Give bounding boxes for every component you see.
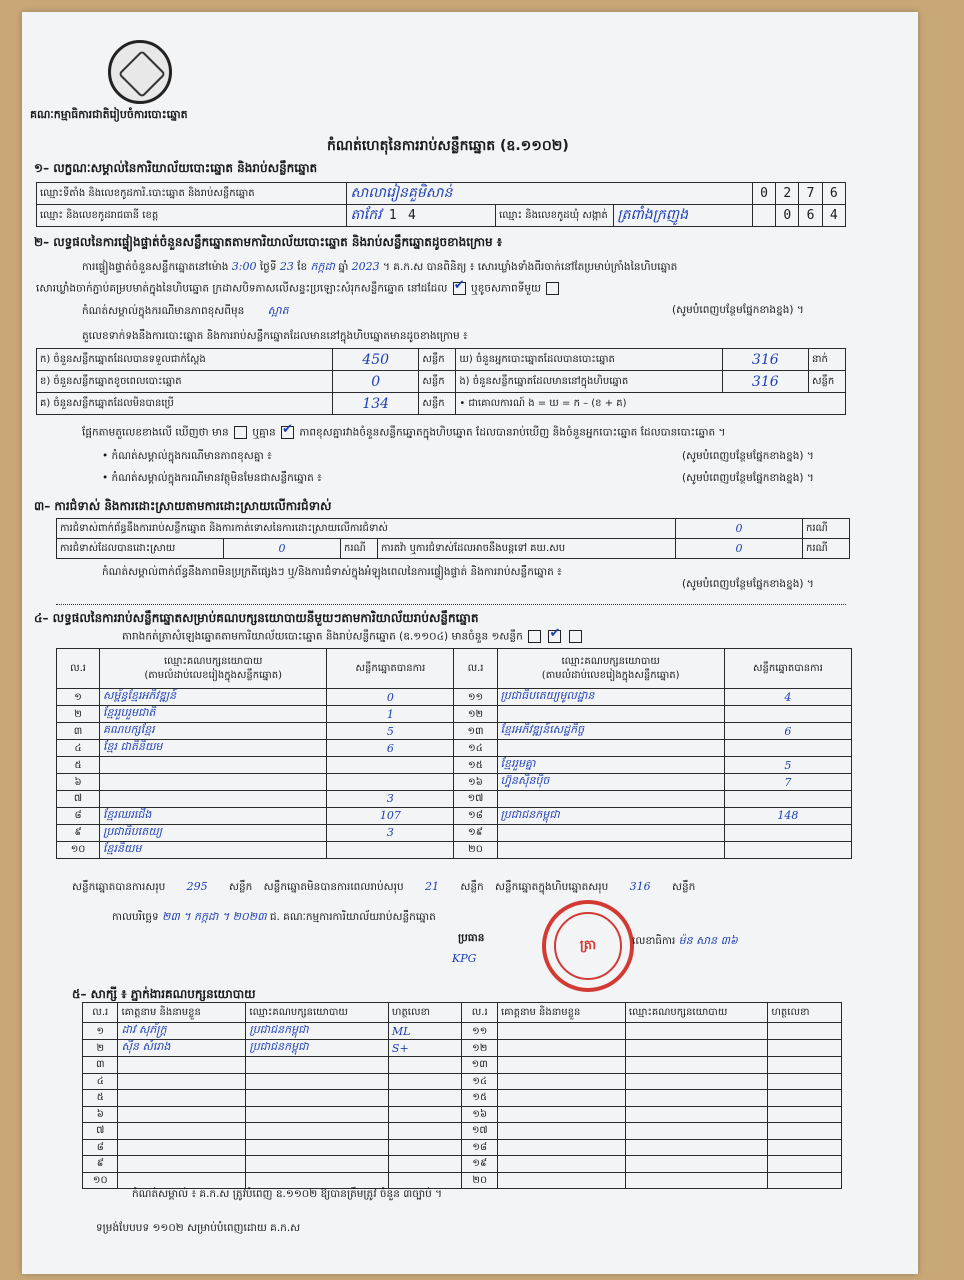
row-number: ៧ bbox=[83, 1123, 118, 1140]
ballot-figures-table bbox=[36, 348, 846, 415]
witness-name bbox=[118, 1139, 246, 1156]
row-number: ១៧ bbox=[454, 791, 497, 808]
witness-name: ស៊ីន សំរោង bbox=[118, 1040, 246, 1057]
unit-label: សន្លឹក bbox=[419, 371, 456, 393]
row-number: ១៥ bbox=[454, 757, 497, 774]
witness-party bbox=[246, 1172, 389, 1189]
row-number: ១០ bbox=[83, 1172, 118, 1189]
row-number: ១៣ bbox=[454, 723, 497, 740]
mismatch-none-label: ឬគ្មាន bbox=[252, 426, 276, 439]
received-value: 450 bbox=[362, 351, 390, 368]
party-name: សម្ព័ន្ធខ្មែរអភិវឌ្ឍន៍ bbox=[100, 689, 327, 706]
secretary-signature: ម៉ន សាន ៣៦ bbox=[678, 934, 738, 947]
sheet-two-checkbox[interactable] bbox=[548, 630, 561, 643]
witness-name bbox=[497, 1057, 625, 1074]
party-name: ប្រជាធិបតេយ្យ bbox=[100, 824, 327, 841]
verify-month-label: ខែ bbox=[297, 261, 308, 273]
section2-heading: ២– លទ្ធផលនៃការផ្ទៀងផ្ទាត់ចំនួនសន្លឹកឆ្នោតតាមការិយាល័យបោះឆ្នោត និងរាប់សន្លឹកឆ្នោតដូចខាងក្រោម ៖ bbox=[34, 235, 503, 249]
party-name: ខ្មែរអភិវឌ្ឍន៍សេដ្ឋកិច្ច bbox=[497, 723, 724, 740]
seal-text: សោរឃ្លាំងចាក់ភ្ជាប់គម្របមាត់ក្នុងនៃហិបឆ្នោត ក្រដាសបិទភាសលើសន្ទះប្រឡោះសំរុកសន្លឹកឆ្នោត នៅដដែល bbox=[36, 282, 448, 295]
vote-count bbox=[724, 740, 851, 757]
row-number: ៨ bbox=[57, 807, 100, 824]
col-votes: សន្លឹកឆ្នោតបានការ bbox=[724, 649, 851, 689]
party-name: ខ្មែរឈរជើង bbox=[100, 807, 327, 824]
section1-heading: ១– លក្ខណៈសម្គាល់នៃការិយាល័យបោះឆ្នោត និងរាប់សន្លឹកឆ្នោត bbox=[34, 161, 318, 175]
mismatch-text: ភាពខុសគ្នារវាងចំនួនសន្លឹកឆ្នោតក្នុងហិបឆ្នោត ដែលបានរាប់ឃើញ និងចំនួនអ្នកបោះឆ្នោត ដែលបានបោះឆ្នោត ។ bbox=[299, 426, 726, 439]
case-unit: ករណី bbox=[803, 519, 850, 539]
witness-signature bbox=[388, 1123, 462, 1140]
witness-signature bbox=[768, 1057, 842, 1074]
stamp-text: ត្រា bbox=[579, 937, 597, 953]
table-row bbox=[57, 740, 852, 757]
witness-table bbox=[82, 1002, 842, 1189]
witness-signature bbox=[768, 1090, 842, 1107]
unit-label: សន្លឹក bbox=[809, 371, 846, 393]
form-title: កំណត់ហេតុនៃការរាប់សន្លឹកឆ្នោត (ឧ.១១០២) bbox=[327, 138, 569, 154]
row-number: ១៣ bbox=[462, 1057, 497, 1074]
witness-name bbox=[497, 1090, 625, 1107]
col-party-sub: (តាមលំដាប់លេខរៀងក្នុងសន្លឹកឆ្នោត) bbox=[541, 669, 680, 681]
row-number: ១២ bbox=[462, 1040, 497, 1057]
witness-signature bbox=[768, 1023, 842, 1040]
witness-signature bbox=[768, 1106, 842, 1123]
vote-count-table bbox=[56, 648, 852, 859]
unit-label: សន្លឹក bbox=[419, 349, 456, 371]
commune-label: ឈ្មោះ និងលេខកូដឃុំ សង្កាត់ bbox=[496, 205, 614, 227]
party-name bbox=[497, 841, 724, 858]
spoiled-value: 0 bbox=[371, 373, 381, 390]
case-unit: ករណី bbox=[341, 539, 378, 559]
witness-party bbox=[625, 1057, 768, 1074]
vote-count: 4 bbox=[724, 689, 851, 706]
province-code-digit: 1 bbox=[388, 208, 397, 223]
mismatch-line bbox=[82, 426, 725, 442]
complaints-label: ការជំទាស់ពាក់ព័ន្ធនឹងការរាប់សន្លឹកឆ្នោត និងការកាត់ទោសនៃការដោះស្រាយលើការជំទាស់ bbox=[57, 519, 676, 539]
witness-name bbox=[118, 1090, 246, 1107]
mismatch-note: • កំណត់សម្គាល់ក្នុងករណីមានភាពខុសគ្នា ៖ bbox=[102, 450, 272, 462]
party-name bbox=[100, 791, 327, 808]
table-row bbox=[57, 757, 852, 774]
witness-name bbox=[497, 1040, 625, 1057]
witness-party: ប្រជាជនកម្ពុជា bbox=[246, 1040, 389, 1057]
col-name: គោត្តនាម និងនាមខ្លួន bbox=[118, 1003, 246, 1023]
verify-day-label: ថ្ងៃទី bbox=[259, 261, 277, 273]
witness-signature bbox=[768, 1172, 842, 1189]
col-party-title: ឈ្មោះគណបក្សនយោបាយ bbox=[561, 655, 660, 667]
party-name bbox=[100, 774, 327, 791]
section5-heading: ៥– សាក្សី ៖ ភ្នាក់ងារគណបក្សនយោបាយ bbox=[72, 987, 256, 1001]
party-name bbox=[497, 740, 724, 757]
fill-hint: (សូមបំពេញបន្ថែមផ្នែកខាងខ្នង) ។ bbox=[682, 472, 814, 484]
witness-name bbox=[497, 1073, 625, 1090]
col-party: ឈ្មោះគណបក្សនយោបាយ bbox=[246, 1003, 389, 1023]
irregularity-note: កំណត់សម្គាល់ពាក់ព័ន្ធនឹងភាពមិនប្រក្រតីផ្សេងៗ ឬ/និងការជំទាស់ក្នុងអំឡុងពេលនៃការផ្ទៀងផ្ទាត់ និងការរាប់សន្លឹកឆ្នោត ៖ bbox=[102, 566, 562, 578]
fill-hint: (សូមបំពេញបន្ថែមផ្នែកខាងខ្នង) ។ bbox=[682, 450, 814, 462]
sheet-unit: សន្លឹក bbox=[460, 881, 484, 893]
complaints-table bbox=[56, 518, 850, 559]
col-sign: ហត្ថលេខា bbox=[768, 1003, 842, 1023]
verify-year-label: ឆ្នាំ bbox=[338, 261, 349, 273]
party-name bbox=[497, 791, 724, 808]
col-party bbox=[497, 649, 724, 689]
witness-signature bbox=[388, 1073, 462, 1090]
table-row bbox=[83, 1057, 842, 1074]
province-value: តាកែវ bbox=[350, 207, 382, 223]
verify-time-label: ការផ្ទៀងផ្ទាត់ចំនួនសន្លឹកឆ្នោតនៅម៉ោង bbox=[82, 261, 229, 273]
total-valid-label: សន្លឹកឆ្នោតបានការសរុប bbox=[72, 881, 166, 893]
row-number: ១១ bbox=[454, 689, 497, 706]
table-row bbox=[83, 1172, 842, 1189]
col-sign: ហត្ថលេខា bbox=[388, 1003, 462, 1023]
in-box-label: ង) ចំនួនសន្លឹកឆ្នោតដែលមាននៅក្នុងហិបឆ្នោត bbox=[456, 371, 722, 393]
col-party-sub: (តាមលំដាប់លេខរៀងក្នុងសន្លឹកឆ្នោត) bbox=[144, 669, 283, 681]
official-stamp bbox=[542, 900, 634, 992]
witness-name: ដាវ សុភ័ក្ត្រ bbox=[118, 1023, 246, 1040]
witness-party bbox=[625, 1106, 768, 1123]
total-invalid-label: សន្លឹកឆ្នោតមិនបានការពេលរាប់សរុប bbox=[263, 881, 404, 893]
row-number: ១៦ bbox=[462, 1106, 497, 1123]
row-number: ៩ bbox=[57, 824, 100, 841]
date-value: ២៣ ។ កក្កដា ។ ២០២៣ bbox=[162, 910, 267, 923]
witness-signature: S+ bbox=[388, 1040, 462, 1057]
party-name bbox=[100, 757, 327, 774]
seal-line bbox=[36, 282, 561, 298]
witness-name bbox=[118, 1123, 246, 1140]
party-name: ប្រជាជនកម្ពុជា bbox=[497, 807, 724, 824]
witness-party bbox=[625, 1023, 768, 1040]
formula: • ជាគោលការណ៍ ង = ឃ = ក – (ខ + គ) bbox=[456, 393, 846, 415]
table-row bbox=[83, 1090, 842, 1107]
verify-month: កក្កដា bbox=[310, 260, 335, 273]
party-name: ខ្មែររួមគ្នា bbox=[497, 757, 724, 774]
vote-count bbox=[724, 824, 851, 841]
table-row bbox=[57, 841, 852, 858]
table-row bbox=[57, 689, 852, 706]
party-name bbox=[497, 824, 724, 841]
witness-party: ប្រជាជនកម្ពុជា bbox=[246, 1023, 389, 1040]
footer-note: កំណត់សម្គាល់ ៖ គ.ក.ស ត្រូវបំពេញ ឧ.១១០២ ឱ្យបានត្រឹមត្រូវ ចំនួន ៣ច្បាប់ ។ bbox=[132, 1188, 443, 1200]
verify-time: 3:00 bbox=[231, 260, 257, 273]
vote-count: 6 bbox=[327, 740, 454, 757]
witness-name bbox=[118, 1172, 246, 1189]
case-unit: ករណី bbox=[803, 539, 850, 559]
secretary-line bbox=[632, 934, 738, 950]
col-votes: សន្លឹកឆ្នោតបានការ bbox=[327, 649, 454, 689]
form-footer: ទម្រង់បែបបទ ១១០២ សម្រាប់បំពេញដោយ គ.ក.ស bbox=[96, 1222, 301, 1234]
witness-signature bbox=[768, 1156, 842, 1173]
vote-count bbox=[327, 757, 454, 774]
col-party: ឈ្មោះគណបក្សនយោបាយ bbox=[625, 1003, 768, 1023]
unit-label: សន្លឹក bbox=[419, 393, 456, 415]
witness-name bbox=[497, 1139, 625, 1156]
chair-label: ប្រធាន bbox=[458, 932, 485, 944]
col-no: ល.រ bbox=[83, 1003, 118, 1023]
row-number: ១៨ bbox=[462, 1139, 497, 1156]
party-name: គណបក្សខ្មែរ bbox=[100, 723, 327, 740]
unused-value: 134 bbox=[362, 395, 390, 412]
witness-signature bbox=[768, 1139, 842, 1156]
seal-note-label: កំណត់សម្គាល់ក្នុងករណីមានភាពខុសពីមុន bbox=[82, 305, 245, 317]
party-name: ខ្មែរនិយម bbox=[100, 841, 327, 858]
witness-party bbox=[625, 1156, 768, 1173]
witness-signature bbox=[388, 1172, 462, 1189]
witness-name bbox=[118, 1156, 246, 1173]
escalated-label: ការតវ៉ា ឬការជំទាស់ដែលអាចនឹងបន្តទៅ គឃ.សប bbox=[378, 539, 676, 559]
witness-party bbox=[625, 1172, 768, 1189]
party-name: ហ្វ៊ុនស៊ិនប៉ិច bbox=[497, 774, 724, 791]
col-no: ល.រ bbox=[454, 649, 497, 689]
seal-note-value: ស្អាត bbox=[267, 304, 289, 317]
seal-damaged-checkbox[interactable] bbox=[546, 282, 559, 295]
form-page bbox=[22, 12, 918, 1274]
location-code-digit: 6 bbox=[822, 183, 845, 205]
col-no: ល.រ bbox=[462, 1003, 497, 1023]
vote-count bbox=[327, 774, 454, 791]
col-no: ល.រ bbox=[57, 649, 100, 689]
witness-name bbox=[118, 1073, 246, 1090]
fill-hint: (សូមបំពេញបន្ថែមផ្នែកខាងខ្នង) ។ bbox=[672, 304, 804, 316]
seal-note-line bbox=[82, 304, 289, 320]
row-number: ១៧ bbox=[462, 1123, 497, 1140]
witness-signature bbox=[388, 1057, 462, 1074]
row-number: ២០ bbox=[462, 1172, 497, 1189]
row-number: ៣ bbox=[83, 1057, 118, 1074]
commune-value: ត្រពាំងក្រញូង bbox=[617, 207, 688, 223]
table-row bbox=[83, 1139, 842, 1156]
figures-intro: តួលេខទាក់ទងនឹងការបោះឆ្នោត និងការរាប់សន្លឹកឆ្នោតដែលមាននៅក្នុងហិបឆ្នោតមានដូចខាងក្រោម ៖ bbox=[82, 330, 468, 342]
row-number: ៦ bbox=[57, 774, 100, 791]
in-box-value: 316 bbox=[751, 373, 779, 390]
table-row bbox=[83, 1123, 842, 1140]
total-box-label: សន្លឹកឆ្នោតក្នុងហិបឆ្នោតសរុប bbox=[495, 881, 609, 893]
mismatch-yes-checkbox[interactable] bbox=[234, 426, 247, 439]
seal-intact-checkbox[interactable] bbox=[453, 282, 466, 295]
row-number: ២ bbox=[83, 1040, 118, 1057]
verify-line-end: ។ គ.ក.ស បានពិនិត្យ ៖ សោរឃ្លាំងទាំងពីរចាក់នៅតែប្រមាប់ក្រាំងនៃហិបឆ្នោត bbox=[383, 261, 678, 273]
witness-party bbox=[246, 1057, 389, 1074]
row-number: ១៤ bbox=[454, 740, 497, 757]
table-row bbox=[57, 807, 852, 824]
witness-party bbox=[246, 1073, 389, 1090]
vote-count bbox=[724, 841, 851, 858]
vote-count bbox=[724, 791, 851, 808]
table-row bbox=[83, 1040, 842, 1057]
table-row bbox=[57, 723, 852, 740]
row-number: ១៦ bbox=[454, 774, 497, 791]
vote-count: 6 bbox=[724, 723, 851, 740]
row-number: ១៩ bbox=[454, 824, 497, 841]
dotted-line bbox=[56, 604, 846, 605]
commune-code-digit: 4 bbox=[822, 205, 845, 227]
secretary-label: លេខាធិការ bbox=[632, 935, 676, 947]
witness-party bbox=[246, 1090, 389, 1107]
total-invalid-value: 21 bbox=[424, 880, 439, 893]
row-number: ១ bbox=[57, 689, 100, 706]
witness-signature: ML bbox=[388, 1023, 462, 1040]
witness-signature bbox=[768, 1040, 842, 1057]
witness-name bbox=[497, 1123, 625, 1140]
vote-sheet-line bbox=[122, 630, 584, 646]
witness-party bbox=[625, 1040, 768, 1057]
table-row bbox=[83, 1106, 842, 1123]
date-line bbox=[112, 910, 436, 926]
table-row bbox=[57, 706, 852, 723]
vote-count bbox=[327, 841, 454, 858]
col-name: គោត្តនាម និងនាមខ្លួន bbox=[497, 1003, 625, 1023]
witness-name bbox=[118, 1057, 246, 1074]
province-label: ឈ្មោះ និងលេខកូដរាជធានី ខេត្ត bbox=[37, 205, 347, 227]
committee-label: ជ. គណៈកម្មការការិយាល័យរាប់សន្លឹកឆ្នោត bbox=[269, 911, 436, 923]
witness-party bbox=[246, 1106, 389, 1123]
row-number: ៤ bbox=[57, 740, 100, 757]
mismatch-label: ផ្អែកតាមតួលេខខាងលើ ឃើញថា មាន bbox=[82, 426, 229, 439]
witness-party bbox=[246, 1139, 389, 1156]
table-row bbox=[83, 1023, 842, 1040]
witness-party bbox=[625, 1090, 768, 1107]
vote-count: 1 bbox=[327, 706, 454, 723]
fill-hint: (សូមបំពេញបន្ថែមផ្នែកខាងខ្នង) ។ bbox=[682, 578, 814, 590]
resolved-label: ការជំទាស់ដែលបានដោះស្រាយ bbox=[57, 539, 224, 559]
commune-code-digit: 0 bbox=[776, 205, 799, 227]
location-table bbox=[36, 182, 846, 227]
row-number: ១៤ bbox=[462, 1073, 497, 1090]
sheet-unit: សន្លឹក bbox=[229, 881, 253, 893]
spoiled-label: ខ) ចំនួនសន្លឹកឆ្នោតខូចពេលបោះឆ្នោត bbox=[37, 371, 333, 393]
vote-count: 3 bbox=[327, 791, 454, 808]
table-row bbox=[57, 824, 852, 841]
nec-logo bbox=[108, 40, 172, 104]
row-number: ១០ bbox=[57, 841, 100, 858]
witness-signature bbox=[768, 1073, 842, 1090]
vote-count: 107 bbox=[327, 807, 454, 824]
total-box-value: 316 bbox=[629, 880, 651, 893]
witness-name bbox=[497, 1172, 625, 1189]
witness-name bbox=[497, 1106, 625, 1123]
witness-party bbox=[246, 1156, 389, 1173]
witness-name bbox=[118, 1106, 246, 1123]
chair-signature: KPG bbox=[452, 952, 477, 965]
witness-signature bbox=[388, 1106, 462, 1123]
row-number: ១ bbox=[83, 1023, 118, 1040]
table-row bbox=[83, 1073, 842, 1090]
row-number: ៨ bbox=[83, 1139, 118, 1156]
witness-party bbox=[625, 1139, 768, 1156]
location-code-digit: 7 bbox=[799, 183, 822, 205]
vote-count: 0 bbox=[327, 689, 454, 706]
row-number: ២ bbox=[57, 706, 100, 723]
witness-signature bbox=[388, 1139, 462, 1156]
witness-signature bbox=[388, 1156, 462, 1173]
witness-party bbox=[246, 1123, 389, 1140]
row-number: ២០ bbox=[454, 841, 497, 858]
province-code-digit: 4 bbox=[408, 208, 416, 223]
vote-count: 7 bbox=[724, 774, 851, 791]
row-number: ១២ bbox=[454, 706, 497, 723]
voters-value: 316 bbox=[751, 351, 779, 368]
complaints-value: 0 bbox=[735, 522, 743, 535]
vote-rows bbox=[57, 689, 852, 859]
section4-heading: ៤– លទ្ធផលនៃការរាប់សន្លឹកឆ្នោតសម្រាប់គណបក្សនយោបាយនីមួយៗតាមការិយាល័យរាប់សន្លឹកឆ្នោត bbox=[34, 611, 479, 625]
escalated-value: 0 bbox=[735, 542, 743, 555]
vote-count bbox=[724, 706, 851, 723]
resolved-value: 0 bbox=[278, 542, 286, 555]
col-party bbox=[100, 649, 327, 689]
row-number: ១៥ bbox=[462, 1090, 497, 1107]
row-number: ៧ bbox=[57, 791, 100, 808]
row-number: ១៨ bbox=[454, 807, 497, 824]
row-number: ១១ bbox=[462, 1023, 497, 1040]
location-code-digit: 2 bbox=[776, 183, 799, 205]
witness-signature bbox=[388, 1090, 462, 1107]
unused-label: គ) ចំនួនសន្លឹកឆ្នោតដែលមិនបានប្រើ bbox=[37, 393, 333, 415]
location-label: ឈ្មោះទីតាំង និងលេខកូដការិ.បោះឆ្នោត និងរាប់សន្លឹកឆ្នោត bbox=[37, 183, 347, 205]
unit-person-label: នាក់ bbox=[809, 349, 846, 371]
party-name: ប្រជាធិបតេយ្យមូលដ្ឋាន bbox=[497, 689, 724, 706]
table-row bbox=[57, 791, 852, 808]
vote-sheet-text: តារាងកត់ត្រាសំឡេងឆ្នោតតាមការិយាល័យបោះឆ្នោត និងរាប់សន្លឹកឆ្នោត (ឧ.១១០៤) មានចំនួន ១សន្លឹក bbox=[122, 630, 523, 643]
total-valid-value: 295 bbox=[186, 880, 208, 893]
witness-name bbox=[497, 1156, 625, 1173]
vote-count: 3 bbox=[327, 824, 454, 841]
party-name bbox=[497, 706, 724, 723]
vote-count: 5 bbox=[327, 723, 454, 740]
mismatch-none-checkbox[interactable] bbox=[281, 426, 294, 439]
witness-party bbox=[625, 1123, 768, 1140]
vote-count: 148 bbox=[724, 807, 851, 824]
row-number: ៥ bbox=[57, 757, 100, 774]
col-party-title: ឈ្មោះគណបក្សនយោបាយ bbox=[163, 655, 263, 667]
table-row bbox=[83, 1156, 842, 1173]
row-number: ៦ bbox=[83, 1106, 118, 1123]
row-number: ៥ bbox=[83, 1090, 118, 1107]
location-code-digit: 0 bbox=[752, 183, 775, 205]
row-number: ៣ bbox=[57, 723, 100, 740]
party-name: ខ្មែរ ជាតិនិយម bbox=[100, 740, 327, 757]
verify-year: 2023 bbox=[351, 260, 380, 273]
witness-party bbox=[625, 1073, 768, 1090]
location-value: សាលារៀនគួមិសាន់ bbox=[350, 185, 453, 201]
org-name: គណៈកម្មាធិការជាតិរៀបចំការបោះឆ្នោត bbox=[30, 108, 188, 121]
row-number: ៩ bbox=[83, 1156, 118, 1173]
row-number: ៤ bbox=[83, 1073, 118, 1090]
row-number: ១៩ bbox=[462, 1156, 497, 1173]
sheet-unit: សន្លឹក bbox=[672, 881, 696, 893]
sheet-three-checkbox[interactable] bbox=[569, 630, 582, 643]
sheet-one-checkbox[interactable] bbox=[528, 630, 541, 643]
commune-code-digit: 6 bbox=[799, 205, 822, 227]
date-label: កាលបរិច្ឆេទ bbox=[112, 911, 159, 923]
verify-line bbox=[82, 260, 677, 276]
witness-name bbox=[497, 1023, 625, 1040]
section3-heading: ៣– ការជំទាស់ និងការដោះស្រាយតាមការដោះស្រាយលើការជំទាស់ bbox=[34, 499, 332, 513]
seal-damaged-label: ឬខូចសភាពទីមួយ bbox=[471, 282, 542, 295]
vote-count: 5 bbox=[724, 757, 851, 774]
totals-line bbox=[72, 880, 695, 896]
voters-label: ឃ) ចំនួនអ្នកបោះឆ្នោតដែលបានបោះឆ្នោត bbox=[456, 349, 722, 371]
table-row bbox=[57, 774, 852, 791]
foreign-object-note: • កំណត់សម្គាល់ក្នុងករណីមានវត្ថុមិនមែនជាសន្លឹកឆ្នោត ៖ bbox=[102, 472, 322, 484]
witness-signature bbox=[768, 1123, 842, 1140]
party-name: ខ្មែររួបរួមជាតិ bbox=[100, 706, 327, 723]
verify-day: 23 bbox=[279, 260, 294, 273]
received-label: ក) ចំនួនសន្លឹកឆ្នោតដែលបានទទួលជាក់ស្តែង bbox=[37, 349, 333, 371]
witness-rows bbox=[83, 1023, 842, 1189]
